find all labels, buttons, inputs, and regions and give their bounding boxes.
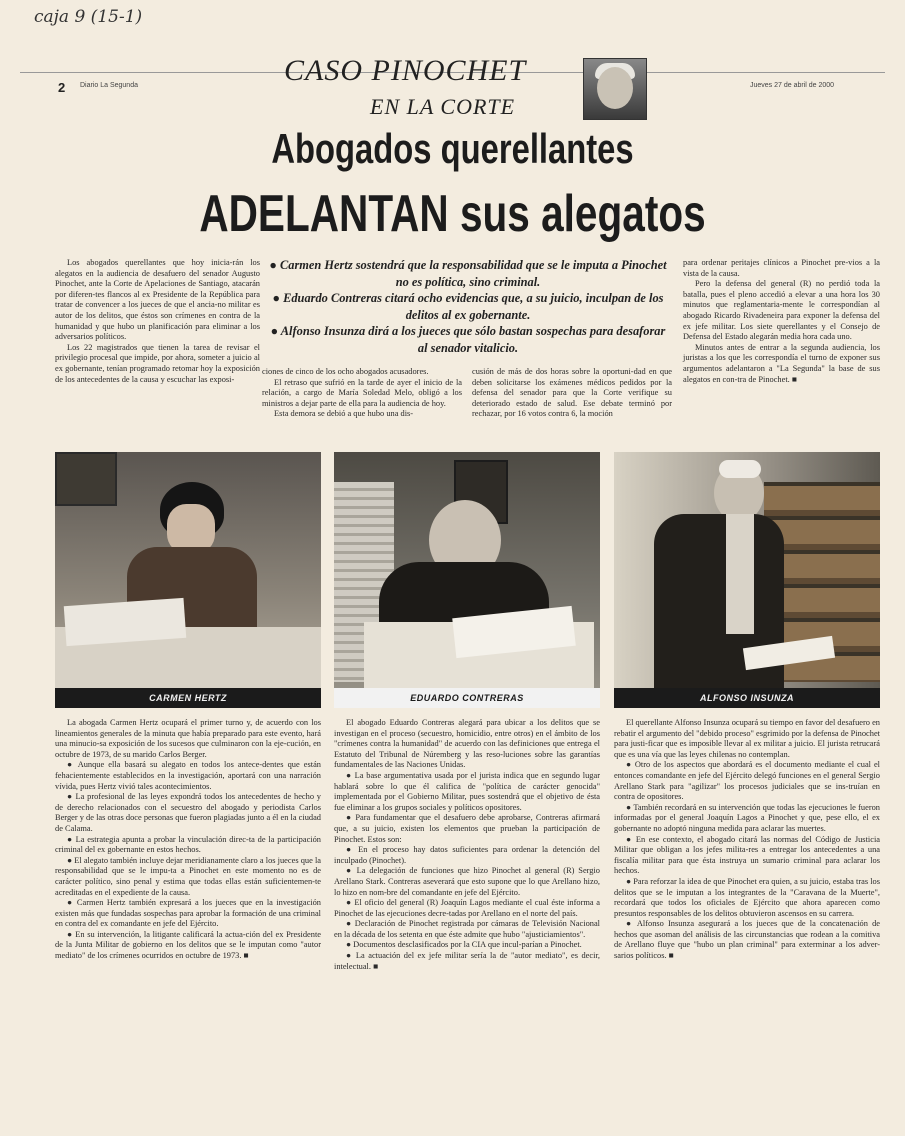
highlight-insunza: ● Alfonso Insunza dirá a los jueces que sólo bastan sospechas para desaforar al senador vitalicio. [270, 324, 666, 355]
intro-paragraph: cusión de más de dos horas sobre la oportuni-dad en que deben solicitarse los exámenes médicos pedidos por la defensa del senador para que la Corte verifique su deteriorado estado de salud. Ese debate terminó por rechazar, por 16 votos contra 6, la moción [472, 367, 672, 419]
handwritten-note: caja 9 (15-1) [34, 7, 143, 27]
photo-caption: ALFONSO INSUNZA [614, 688, 880, 708]
section-contreras [334, 718, 600, 972]
hertz-paragraph: ● La profesional de las leyes expondrá todos los antecedentes de hecho y de derecho relacionados con el secuestro del abogado y periodista Carlos Berger y de las otras doce personas que fueron plagiadas junto a él en la ciudad de Calama. [55, 792, 321, 833]
intro-paragraph: Los abogados querellantes que hoy inicia-rán los alegatos en la audiencia de desafuero del senador Augusto Pinochet, ante la Corte de Apelaciones de Santiago, atacarán por diferen-tes flancos al ex Presidente de la República para tratar de convencer a los jueces de que el ancia-no militar es autor de los delitos, que éstos son crímenes en contra de la humanidad y que hubo un planificación para eliminar a los adversarios políticos. [55, 258, 260, 342]
intro-column-1 [55, 258, 260, 385]
insunza-paragraph: ● Alfonso Insunza asegurará a los jueces que de la concatenación de hechos que asoman del análisis de las circunstancias que rodean a la comitiva de Arellano fluye que "hubo un plan criminal" para exterminar a los adver-sarios políticos. ■ [614, 919, 880, 961]
photo-eduardo-contreras [334, 452, 600, 708]
contreras-paragraph: El abogado Eduardo Contreras alegará para ubicar a los delitos que se investigan en el proceso (secuestro, homicidio, entre otros) en el ámbito de los "crímenes contra la humanidad" de acuerdo con las definiciones que entrega el Estatuto del Tribunal de Núremberg y las reso-luciones sobre las garantías fundamentales de las Naciones Unidas. [334, 718, 600, 770]
intro-column-4 [683, 258, 880, 385]
insunza-paragraph: ● Otro de los aspectos que abordará es el documento mediante el cual el entonces comandante en jefe del Ejército delegó funciones en el general Sergio Arellano Stark para "agilizar" los procesos judiciales que se ins-truían en contra de opositores. [614, 760, 880, 802]
photo-caption: EDUARDO CONTRERAS [334, 688, 600, 708]
contreras-paragraph: ● Para fundamentar que el desafuero debe aprobarse, Contreras afirmará que, a su juicio, existen los elementos que prueban la participación de Pinochet. Estos son: [334, 813, 600, 844]
intro-paragraph: Esta demora se debió a que hubo una dis- [274, 409, 414, 419]
intro-column-3 [472, 367, 672, 420]
section-kicker: CASO PINOCHET [284, 54, 527, 87]
hertz-paragraph: ● Carmen Hertz también expresará a los jueces que en la investigación existen más que fundadas sospechas para aprobar la formación de una criminal en contra del ex comandante en jefe del Ejército. [55, 898, 321, 929]
intro-paragraph: Pero la defensa del general (R) no perdió toda la batalla, pues el pleno accedió a elevar a una hora los 30 minutos que reglamentaria-mente le correspondían al abogado Ricardo Rivadeneira para exponer la defensa del ex jefe militar. Los siete querellantes y el Consejo de Defensa del Estado alegarán media hora cada uno. [683, 279, 880, 342]
hertz-paragraph: ● La estrategia apunta a probar la vinculación direc-ta de la participación criminal del ex gobernante en estos hechos. [55, 834, 321, 855]
intro-paragraph: ciones de cinco de los ocho abogados acusadores. [262, 367, 429, 376]
photo-carmen-hertz [55, 452, 321, 708]
intro-paragraph: Los 22 magistrados que tienen la tarea de revisar el privilegio procesal que impide, por ahora, someter a juicio al ex gobernante, tenían programado retomar hoy la exposición de los antecedentes de la causa y escuchar las exposi- [55, 342, 260, 384]
hertz-paragraph: ● Aunque ella basará su alegato en todos los antece-dentes que están fehacientemente establecidos en la investigación, aportará con una narración vívida, pues Hertz vivió tales acontecimientos. [55, 760, 321, 791]
section-kicker-sub: EN LA CORTE [370, 94, 516, 119]
hertz-paragraph: ● En su intervención, la litigante calificará la actua-ción del ex Presidente de la Junta Militar de gobierno en los delitos que se le imputan como "autor mediato" de los crímenes ocurridos en octubre de 1973. ■ [55, 929, 321, 961]
contreras-paragraph: ● En el proceso hay datos suficientes para ordenar la detención del inculpado (Pinochet). [334, 845, 600, 865]
section-insunza [614, 718, 880, 962]
contreras-paragraph: ● Declaración de Pinochet registrada por cámaras de Televisión Nacional en la década de los setenta en que éste admite que hubo "ajusticiamientos". [334, 919, 600, 939]
contreras-paragraph: ● La actuación del ex jefe militar sería la de "autor mediato", es decir, intelectual. ■ [334, 951, 600, 971]
intro-paragraph: Minutos antes de entrar a la segunda audiencia, los juristas a los que les correspondía el turno de exponer sus argumentos adelantaron a "La Segunda" la base de sus alegatos en con-tra de Pinochet. ■ [683, 342, 880, 384]
contreras-paragraph: ● La delegación de funciones que hizo Pinochet al general (R) Sergio Arellano Stark. Contreras aseverará que esto supone que lo que Arellano hizo, lo hizo en nom-bre del comandante en jefe del Ejército. [334, 866, 600, 897]
headline-line2: ADELANTAN sus alegatos [199, 185, 706, 243]
insunza-paragraph: ● Para reforzar la idea de que Pinochet era quien, a su juicio, estaba tras los delitos que se le imputan a los integrantes de la "Caravana de la Muerte", recordará que todos los oficiales de Ejército que ahora aparecen como presuntos responsables de los delitos obtuvieron ascensos en su carrera. [614, 876, 880, 918]
headline-line1: Abogados querellantes [271, 125, 634, 172]
contreras-paragraph: ● La base argumentativa usada por el jurista indica que en segundo lugar hablará sobre lo que él califica de "política de carácter genocida" implementada por el Gobierno Militar, pues sostendrá que el objetivo de ésta fue eliminar a los grupos sociales y políticos opositores. [334, 770, 600, 812]
photo-caption: CARMEN HERTZ [55, 688, 321, 708]
insunza-paragraph: ● También recordará en su intervención que todas las ejecuciones le fueron informadas por el general Joaquín Lagos a Pinochet y que, pese ello, el ex gobernante no adoptó ninguna medida para aclarar las muertes. [614, 802, 880, 833]
insunza-paragraph: ● En ese contexto, el abogado citará las normas del Código de Justicia Militar que obligan a los jefes milita-res a entregar los antecedentes a una fiscalía militar para que ésta instruya un sumario criminal para aclarar los hechos. [614, 834, 880, 876]
pinochet-portrait [583, 58, 647, 120]
hertz-paragraph: La abogada Carmen Hertz ocupará el primer turno y, de acuerdo con los lineamientos generales de la minuta que había preparado para este evento, hará una minucio-sa exposición de los sucesos que culminaron con la eje-cución, en octubre de 1973, de su marido Carlos Berger. [55, 718, 321, 759]
contreras-paragraph: ● El oficio del general (R) Joaquín Lagos mediante el cual éste informa a Pinochet de las ejecuciones decre-tadas por Arellano en el norte del país. [334, 898, 600, 918]
highlight-hertz: ● Carmen Hertz sostendrá que la responsabilidad que se le imputa a Pinochet no es política, sino criminal. [269, 258, 667, 289]
intro-paragraph: para ordenar peritajes clínicos a Pinochet pre-vios a la vista de la causa. [683, 258, 880, 278]
paper-name: Diario La Segunda [80, 82, 138, 89]
insunza-paragraph: El querellante Alfonso Insunza ocupará su tiempo en favor del desafuero en rebatir el argumento del "debido proceso" esgrimido por la defensa de Pinochet para justi-ficar que es imposible llevar al ex militar a juicio. El jurista retrucará que es una vía que las leyes chilenas no contemplan. [614, 718, 880, 759]
photo-alfonso-insunza [614, 452, 880, 708]
hertz-paragraph: ● El alegato también incluye dejar meridianamente claro a los jueces que la responsabilidad que se le impu-ta a Pinochet en este momento no es de carácter político, sino penal y estima que todas ellas están suficientemen-te acreditadas en el expediente de la causa. [55, 855, 321, 897]
issue-date: Jueves 27 de abril de 2000 [750, 82, 835, 89]
highlight-contreras: ● Eduardo Contreras citará ocho evidencias que, a su juicio, inculpan de los delitos al ex gobernante. [272, 291, 664, 322]
page-number: 2 [58, 80, 66, 95]
highlights-box [268, 257, 668, 356]
section-hertz [55, 718, 321, 962]
intro-column-2 [262, 367, 462, 420]
contreras-paragraph: ● Documentos desclasificados por la CIA que incul-parían a Pinochet. [346, 940, 582, 950]
intro-paragraph: El retraso que sufrió en la tarde de ayer el inicio de la relación, a cargo de María Soledad Melo, obligó a los ministros a dejar parte de ella para la audiencia de hoy. [262, 377, 462, 408]
